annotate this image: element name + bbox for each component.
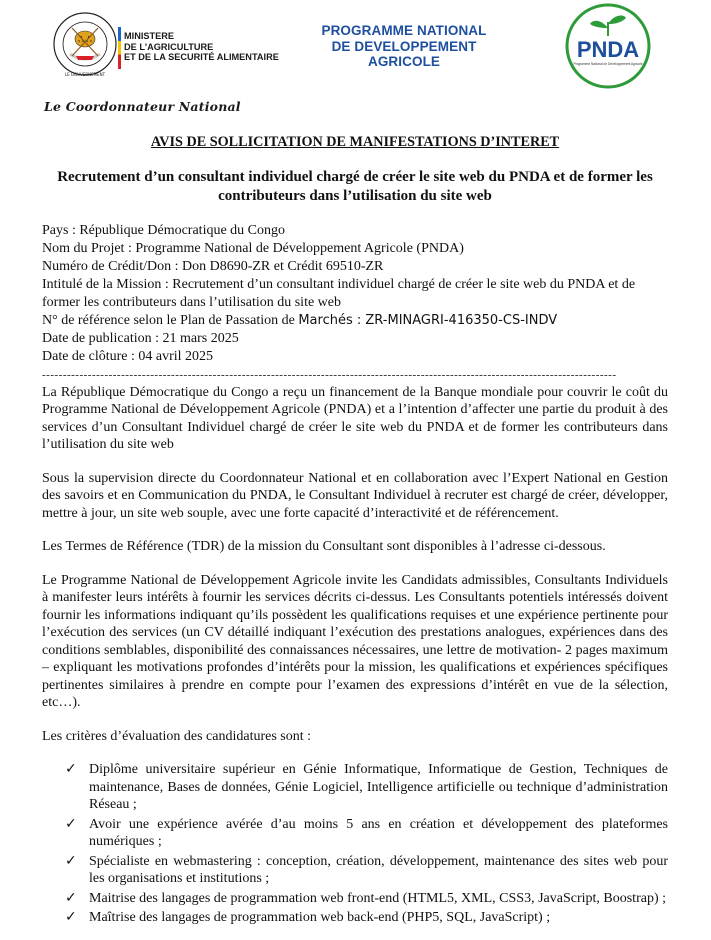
- program-line-3: AGRICOLE: [367, 54, 441, 69]
- criteria-list: [42, 761, 668, 927]
- list-item: [42, 890, 668, 908]
- logo-text: PNDA: [576, 37, 640, 62]
- ministry-line-2: DE L'AGRICULTURE: [124, 41, 214, 52]
- seal-bottom-text: LE GOUVERNEMENT: [64, 72, 106, 77]
- check-icon: ✓: [65, 852, 77, 869]
- detail-intitule: Intitulé de la Mission : Recrutement d’un consultant individuel chargé de créer le site web du PNDA et de former les contributeurs dans l’utilisation du site web: [42, 276, 636, 310]
- criterion-text: Avoir une expérience avérée d’au moins 5 ans en création et développement des plateformes numériques ;: [89, 816, 668, 849]
- document-body: [42, 134, 668, 929]
- detail-projet: Nom du Projet : Programme National de Développement Agricole (PNDA): [42, 240, 464, 256]
- check-icon: ✓: [65, 815, 77, 832]
- reference-code: Marchés : ZR-MINAGRI-416350-CS-INDV: [298, 312, 558, 328]
- paragraph-criteres-intro: Les critères d’évaluation des candidatures sont :: [42, 728, 312, 744]
- subject-title: Recrutement d’un consultant individuel chargé de créer le site web du PNDA et de former les contributeurs dans l’utilisation du site web: [57, 168, 653, 204]
- check-icon: ✓: [65, 909, 77, 925]
- criterion-text: Diplôme universitaire supérieur en Génie Informatique, Informatique de Gestion, Techniques de maintenance, Bases de données, Génie Logiciel, Intelligence artificielle ou technique d’administration Réseau ;: [89, 762, 668, 812]
- check-icon: ✓: [65, 889, 77, 906]
- logo-subtext: Programme National de Développement Agricole: [573, 62, 643, 66]
- criterion-text: Maîtrise des langages de programmation web back-end (PHP5, SQL, JavaScript) ;: [89, 910, 551, 925]
- paragraph-invitation: Le Programme National de Développement Agricole invite les Candidats admissibles, Consultants Individuels à manifester leurs intérêts à fournir les services décrits ci-dessus. Les Consultants potentiels intéressés doivent fournir les informations indiquant qu’ils possèdent les qualifications requises et une expérience pertinente pour l’exécution des services (un CV détaillé indiquant l’exécution des prestations analogues, expériences dans des conditions semblables, disponibilité des connaissances nécessaires, une lettre de motivation- 2 pages maximum – expliquant les motivations profondes d’intérêts pour la mission, les qualifications et expériences spécifiques pertinentes similaires à prendre en compte pour l’examen des expressions d’intérêt en vue de la sélection, etc…).: [42, 572, 668, 710]
- paragraph-tdr: Les Termes de Référence (TDR) de la mission du Consultant sont disponibles à l’adresse ci-dessous.: [42, 539, 606, 554]
- criterion-text: Maitrise des langages de programmation web front-end (HTML5, XML, CSS3, JavaScript, Boostrap) ;: [89, 890, 667, 906]
- program-name: [308, 23, 500, 70]
- criterion-text: Spécialiste en webmastering : conception, création, développement, maintenance des sites web pour les organisations et institutions ;: [89, 853, 668, 886]
- letterhead: [0, 0, 711, 90]
- drc-coat-of-arms-icon: [52, 8, 118, 82]
- detail-cloture: Date de clôture : 04 avril 2025: [42, 348, 214, 364]
- list-item: [42, 816, 668, 851]
- notice-title: AVIS DE SOLLICITATION DE MANIFESTATIONS D’INTERET: [150, 134, 560, 150]
- list-item: [42, 909, 668, 927]
- ministry-line-1: MINISTERE: [124, 31, 175, 41]
- list-item: [42, 853, 668, 888]
- check-icon: ✓: [65, 761, 77, 777]
- paragraph-supervision: Sous la supervision directe du Coordonnateur National et en collaboration avec l’Expert National en Gestion des savoirs et en Communication du PNDA, le Consultant Individuel à recruter est chargé de créer, développer, mettre à jour, un site web souple, avec une forte capacité d’interactivité et de référencement.: [42, 470, 668, 521]
- detail-credit: Numéro de Crédit/Don : Don D8690-ZR et Crédit 69510-ZR: [42, 258, 384, 274]
- flag-bar: [118, 27, 121, 69]
- program-line-1: PROGRAMME NATIONAL: [321, 23, 487, 38]
- paragraph-financement: La République Démocratique du Congo a reçu un financement de la Banque mondiale pour couvrir le coût du Programme National de Développement Agricole (PNDA) et a l’intention d’affecter une partie du produit à des services d’un Consultant Individuel chargé de créer le site web du PNDA et de former les contributeurs dans l’utilisation du site web: [42, 384, 668, 452]
- program-line-2: DE DEVELOPPEMENT: [331, 38, 477, 54]
- reference-label: N° de référence selon le Plan de Passation de: [42, 312, 299, 328]
- separator-line: ------------------------------------------------------------------------------------------------------------------------------------------: [42, 368, 617, 381]
- ministry-line-3: ET DE LA SECURITÉ ALIMENTAIRE: [124, 52, 279, 62]
- list-item: [42, 761, 668, 814]
- ministry-name: [124, 31, 279, 63]
- detail-pays: Pays : République Démocratique du Congo: [42, 222, 286, 238]
- notice-details: [42, 222, 668, 366]
- detail-reference: [42, 312, 668, 330]
- signature: Le Coordonnateur National: [44, 99, 241, 114]
- pnda-logo: [560, 2, 656, 90]
- detail-publication: Date de publication : 21 mars 2025: [42, 330, 239, 346]
